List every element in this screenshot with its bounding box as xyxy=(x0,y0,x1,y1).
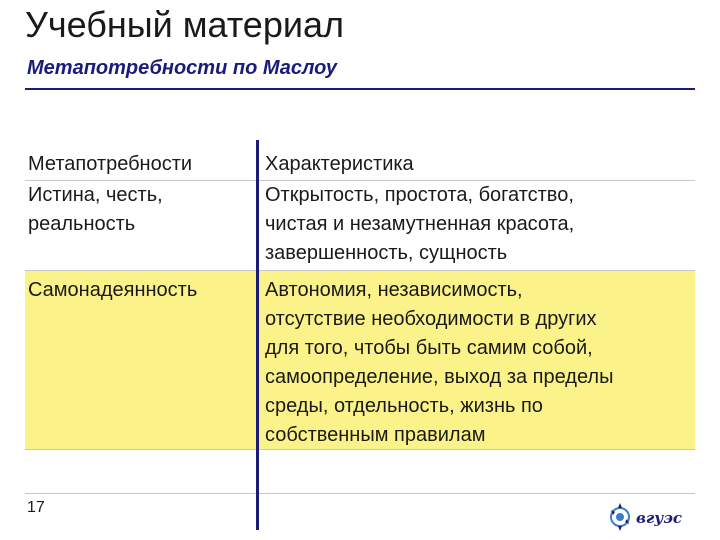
footer-divider xyxy=(25,493,695,494)
table-row-description: Открытость, простота, богатство, чистая и незамутненная красота, завершенность, сущность xyxy=(265,184,575,264)
university-logo xyxy=(606,500,690,534)
university-emblem-icon xyxy=(611,503,629,531)
slide-subtitle: Метапотребности по Маслоу xyxy=(27,57,338,79)
table-row-need: Самонадеянность xyxy=(28,279,198,301)
column-divider xyxy=(256,140,259,530)
table-row-need: Истина, честь, реальность xyxy=(28,184,163,235)
table-header-characteristic: Характеристика xyxy=(265,153,414,175)
table-row-description: Автономия, независимость, отсутствие необходимости в других для того, чтобы быть самим собой, самоопределение, выход за пределы среды, отдельность, жизнь по собственным правилам xyxy=(265,279,614,446)
logo-text: вгуэс xyxy=(636,509,683,527)
row-divider xyxy=(25,270,695,271)
slide-title: Учебный материал xyxy=(25,4,344,45)
page-number: 17 xyxy=(27,499,45,516)
table-header-needs: Метапотребности xyxy=(28,153,193,175)
title-divider xyxy=(25,88,695,90)
